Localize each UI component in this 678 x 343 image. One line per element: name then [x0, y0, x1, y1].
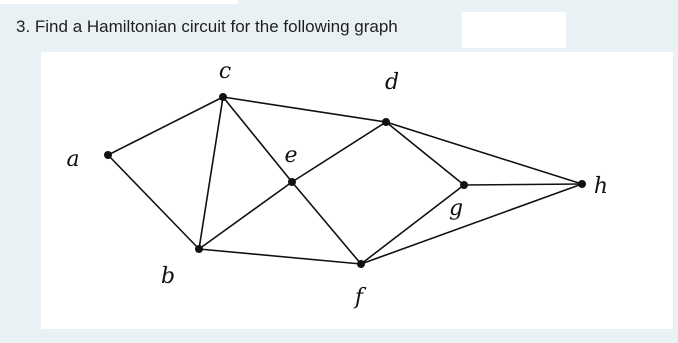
- vertex-d: [382, 118, 390, 126]
- question-text: 3. Find a Hamiltonian circuit for the following graph: [16, 17, 398, 36]
- edge-d-h: [386, 122, 582, 184]
- graph-canvas: [41, 52, 673, 329]
- vertex-e: [288, 178, 296, 186]
- edge-c-b: [199, 97, 223, 249]
- vertex-a: [104, 151, 112, 159]
- edge-a-b: [108, 155, 199, 249]
- vertex-label-d: d: [384, 70, 400, 95]
- edge-e-f: [292, 182, 361, 264]
- top-tab-strip: [0, 0, 238, 4]
- vertex-b: [195, 245, 203, 253]
- vertex-label-b: b: [160, 264, 176, 289]
- vertex-label-e: e: [284, 143, 298, 168]
- edge-d-g: [386, 122, 464, 185]
- vertex-label-c: c: [218, 59, 232, 84]
- edge-g-h: [464, 184, 582, 185]
- vertices-layer: [104, 93, 586, 268]
- graph-diagram: [41, 52, 673, 329]
- vertex-h: [578, 180, 586, 188]
- vertex-label-g: g: [448, 196, 464, 221]
- answer-box[interactable]: [462, 12, 566, 48]
- vertex-label-h: h: [593, 174, 609, 199]
- vertex-f: [357, 260, 365, 268]
- edge-e-d: [292, 122, 386, 182]
- vertex-g: [460, 181, 468, 189]
- edge-b-f: [199, 249, 361, 264]
- edge-c-d: [223, 97, 386, 122]
- vertex-label-a: a: [66, 147, 80, 172]
- edge-c-e: [223, 97, 292, 182]
- edge-a-c: [108, 97, 223, 155]
- edge-b-e: [199, 182, 292, 249]
- vertex-label-f: f: [354, 285, 364, 310]
- edges-layer: [108, 97, 582, 264]
- edge-f-h: [361, 184, 582, 264]
- vertex-c: [219, 93, 227, 101]
